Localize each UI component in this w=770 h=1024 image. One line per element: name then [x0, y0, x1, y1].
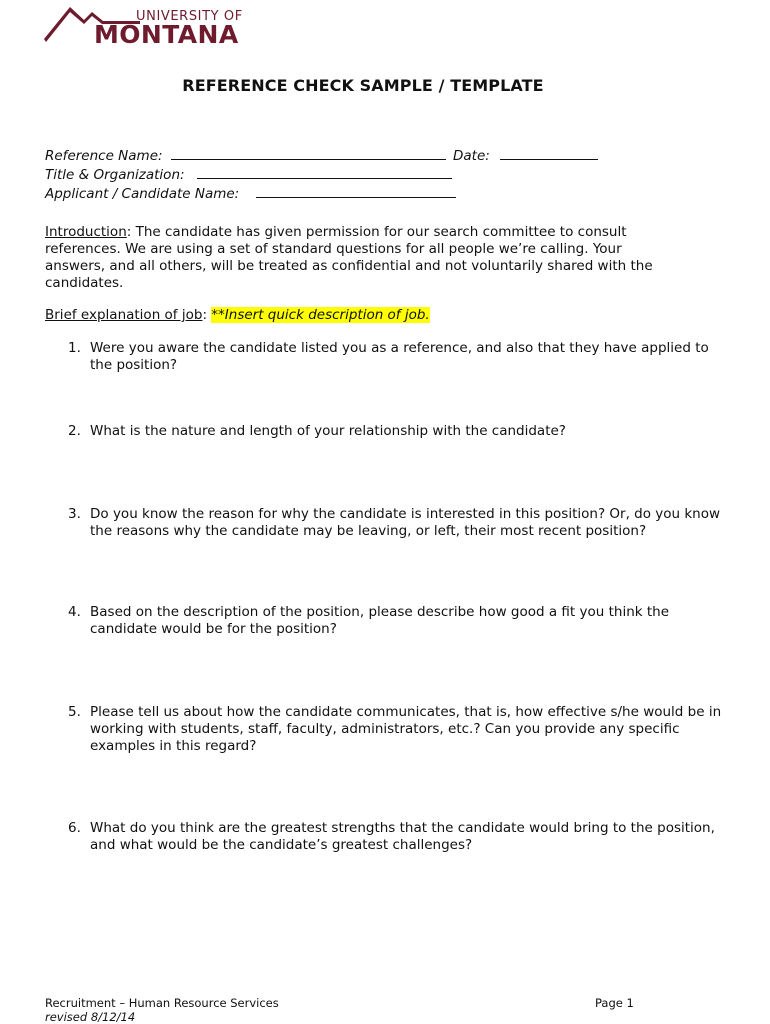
- date-row: [453, 147, 598, 165]
- logo-montana: MONTANA: [94, 20, 239, 49]
- page-title: REFERENCE CHECK SAMPLE / TEMPLATE: [182, 76, 544, 95]
- logo-university-of: UNIVERSITY OF: [136, 9, 243, 24]
- title-org-label: Title & Organization:: [45, 167, 185, 183]
- applicant-label: Applicant / Candidate Name:: [45, 186, 240, 202]
- date-label: Date:: [453, 148, 490, 164]
- reference-name-row: [45, 147, 446, 165]
- footer-department: Recruitment – Human Resource Services: [45, 996, 279, 1010]
- question-text: Please tell us about how the candidate communicates, that is, how effective s/he would be in working with students, staff, faculty, administrators, etc.? Can you provide any specific examples in this regard?: [90, 704, 722, 754]
- question-text: Based on the description of the position, please describe how good a fit you think the candidate would be for the position?: [90, 604, 670, 637]
- applicant-field[interactable]: [256, 185, 456, 198]
- job-explanation-label: Brief explanation of job: [45, 307, 203, 323]
- introduction-text: : The candidate has given permission for our search committee to consult references. We are using a set of standard questions for all people we’re calling. Your answers, and all others, will be treated as confidential and not voluntarily shared with the candidates.: [45, 224, 653, 291]
- job-description-placeholder: **Insert quick description of job.: [211, 307, 430, 323]
- introduction-label: Introduction: [45, 224, 127, 240]
- footer-revised: revised 8/12/14: [45, 1010, 136, 1024]
- date-field[interactable]: [500, 147, 598, 160]
- question-number: 3.: [68, 506, 81, 522]
- question-number: 2.: [68, 423, 81, 439]
- reference-name-label: Reference Name:: [45, 148, 163, 164]
- question-text: What is the nature and length of your relationship with the candidate?: [90, 423, 566, 439]
- footer-page-number: Page 1: [595, 996, 634, 1010]
- university-logo: [44, 6, 254, 49]
- question-number: 5.: [68, 704, 81, 720]
- question-text: Were you aware the candidate listed you as a reference, and also that they have applied to the position?: [90, 340, 709, 373]
- reference-name-field[interactable]: [171, 147, 446, 160]
- question-text: What do you think are the greatest strengths that the candidate would bring to the position, and what would be the candidate’s greatest challenges?: [90, 820, 715, 853]
- question-text: Do you know the reason for why the candidate is interested in this position? Or, do you know the reasons why the candidate may be leaving, or left, their most recent position?: [90, 506, 721, 539]
- question-number: 1.: [68, 340, 81, 356]
- job-explanation: [45, 307, 685, 324]
- applicant-row: [45, 185, 456, 203]
- title-org-field[interactable]: [197, 166, 452, 179]
- question-number: 4.: [68, 604, 81, 620]
- job-explanation-sep: :: [202, 307, 212, 323]
- introduction-paragraph: [45, 224, 685, 292]
- question-number: 6.: [68, 820, 81, 836]
- title-org-row: [45, 166, 452, 184]
